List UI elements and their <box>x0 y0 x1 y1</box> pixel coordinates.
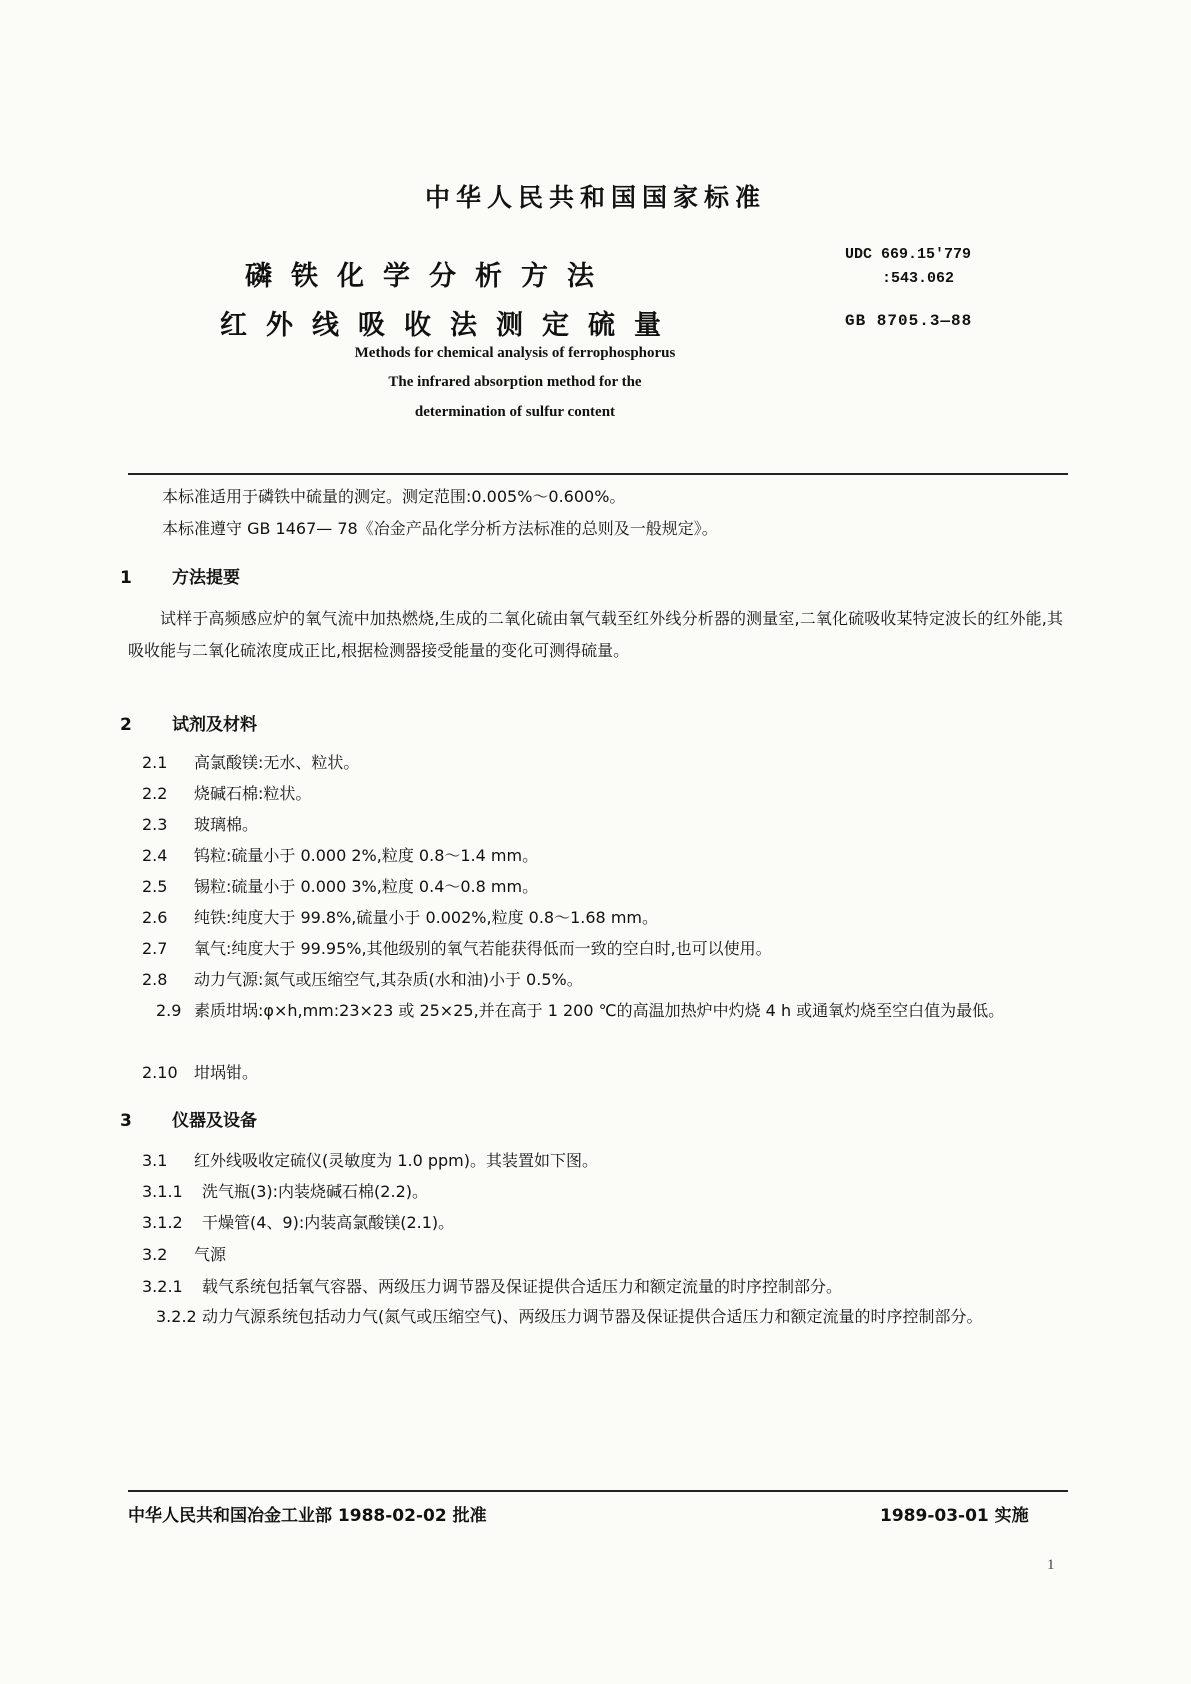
header-divider <box>128 473 1068 475</box>
english-title-line3: determination of sulfur content <box>414 404 616 420</box>
item-number: 2.1 <box>142 753 168 772</box>
section-number: 2 <box>120 715 132 735</box>
item-number: 3.1.2 <box>142 1213 183 1232</box>
item-number: 2.9 <box>156 1001 182 1020</box>
list-item <box>142 938 772 960</box>
document-title-line2: 红外线吸收法测定硫量 <box>220 310 680 341</box>
item-text: 素质坩埚:φ×h,mm:23×23 或 25×25,并在高于 1 200 ℃的高温加热炉中灼烧 4 h 或通氧灼烧至空白值为最低。 <box>194 1001 1005 1020</box>
item-text: 坩埚钳。 <box>194 1063 259 1082</box>
item-text: 干燥管(4、9):内装高氯酸镁(2.1)。 <box>202 1213 455 1232</box>
list-item <box>142 969 583 991</box>
item-number: 2.2 <box>142 784 168 803</box>
effective-date: 1989-03-01 实施 <box>880 1506 1029 1526</box>
list-item-2-10 <box>142 1062 258 1084</box>
list-item-2-9 <box>128 995 1063 1027</box>
section-1-heading <box>120 563 240 588</box>
document-title-line1: 磷铁化学分析方法 <box>245 261 613 292</box>
item-text: 动力气源:氮气或压缩空气,其杂质(水和油)小于 0.5%。 <box>194 970 583 989</box>
section-2-heading <box>120 710 257 735</box>
list-item <box>142 752 359 774</box>
item-number: 2.5 <box>142 877 168 896</box>
intro-scope: 本标准适用于磷铁中硫量的测定。测定范围:0.005%～0.600%。 <box>162 487 626 506</box>
list-item <box>142 907 658 929</box>
item-number: 2.8 <box>142 970 168 989</box>
item-number: 2.3 <box>142 815 168 834</box>
item-text: 氧气:纯度大于 99.95%,其他级别的氧气若能获得低而一致的空白时,也可以使用。 <box>194 939 772 958</box>
list-item-3-2-2 <box>128 1301 1063 1333</box>
item-number: 3.2 <box>142 1245 168 1264</box>
item-text: 洗气瓶(3):内装烧碱石棉(2.2)。 <box>202 1182 428 1201</box>
list-item <box>142 1276 842 1298</box>
footer-divider <box>128 1490 1068 1492</box>
section-number: 3 <box>120 1111 132 1131</box>
section-number: 1 <box>120 568 132 588</box>
udc-code-continued: :543.062 <box>882 270 955 287</box>
page-number: 1 <box>1047 1557 1055 1573</box>
item-text: 载气系统包括氧气容器、两级压力调节器及保证提供合适压力和额定流量的时序控制部分。 <box>202 1277 843 1296</box>
approval-line: 中华人民共和国冶金工业部 1988-02-02 批准 <box>128 1506 487 1526</box>
item-text: 玻璃棉。 <box>194 815 259 834</box>
section-title: 试剂及材料 <box>172 715 257 735</box>
national-standard-heading: 中华人民共和国国家标准 <box>424 183 766 212</box>
section-3-heading <box>120 1106 257 1131</box>
intro-compliance: 本标准遵守 GB 1467— 78《冶金产品化学分析方法标准的总则及一般规定》。 <box>162 519 718 538</box>
item-number: 3.2.1 <box>142 1277 183 1296</box>
item-number: 3.2.2 <box>156 1307 197 1326</box>
item-number: 2.6 <box>142 908 168 927</box>
list-item <box>142 876 538 898</box>
item-text: 高氯酸镁:无水、粒状。 <box>194 753 360 772</box>
list-item <box>142 845 538 867</box>
section-1-body: 试样于高频感应炉的氧气流中加热燃烧,生成的二氧化硫由氧气载至红外线分析器的测量室,二氧化硫吸收某特定波长的红外能,其吸收能与二氧化硫浓度成正比,根据检测器接受能量的变化可测得硫量。 <box>128 609 1063 660</box>
list-item <box>142 1181 428 1203</box>
list-item <box>142 1244 226 1266</box>
english-title-line1: Methods for chemical analysis of ferrophosphorus <box>354 345 676 361</box>
item-number: 3.1 <box>142 1151 168 1170</box>
item-number: 3.1.1 <box>142 1182 183 1201</box>
list-item <box>142 814 258 836</box>
list-item <box>142 1150 598 1172</box>
gb-code: GB 8705.3—88 <box>845 312 973 330</box>
list-item <box>142 1212 454 1234</box>
item-text: 动力气源系统包括动力气(氮气或压缩空气)、两级压力调节器及保证提供合适压力和额定流量的时序控制部分。 <box>202 1307 983 1326</box>
item-text: 烧碱石棉:粒状。 <box>194 784 312 803</box>
section-title: 仪器及设备 <box>172 1111 257 1131</box>
item-number: 2.4 <box>142 846 168 865</box>
item-number: 2.7 <box>142 939 168 958</box>
item-text: 钨粒:硫量小于 0.000 2%,粒度 0.8～1.4 mm。 <box>194 846 539 865</box>
item-text: 纯铁:纯度大于 99.8%,硫量小于 0.002%,粒度 0.8～1.68 mm。 <box>194 908 658 927</box>
item-text: 红外线吸收定硫仪(灵敏度为 1.0 ppm)。其装置如下图。 <box>194 1151 599 1170</box>
udc-code: UDC 669.15'779 <box>845 246 972 263</box>
item-number: 2.10 <box>142 1063 178 1082</box>
section-title: 方法提要 <box>172 568 240 588</box>
item-text: 气源 <box>194 1245 227 1264</box>
english-title-line2: The infrared absorption method for the <box>388 374 642 390</box>
list-item <box>142 783 311 805</box>
item-text: 锡粒:硫量小于 0.000 3%,粒度 0.4～0.8 mm。 <box>194 877 539 896</box>
